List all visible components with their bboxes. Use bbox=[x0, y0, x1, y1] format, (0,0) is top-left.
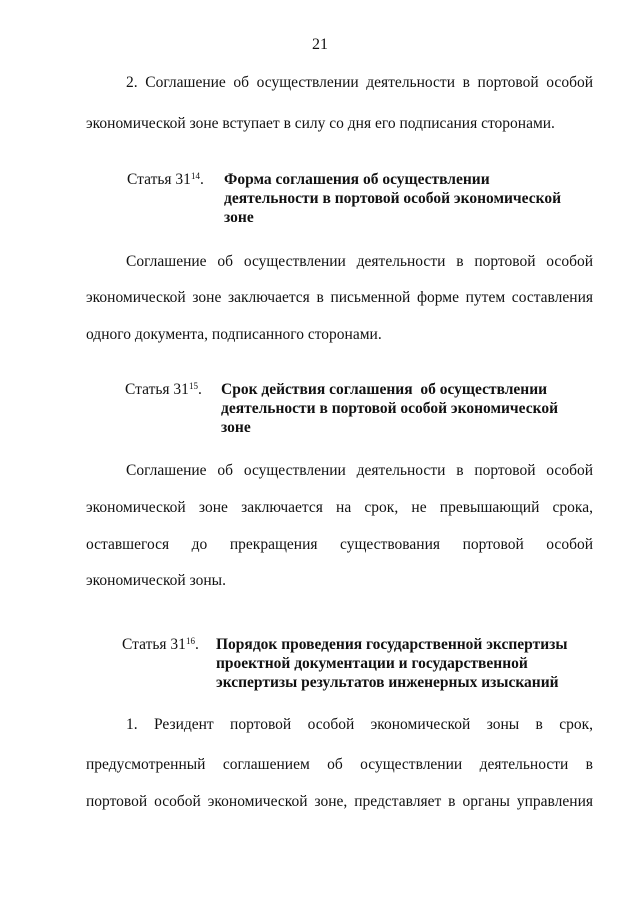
article-title-line: Порядок проведения государственной экспертизы bbox=[216, 636, 568, 653]
paragraph-line: Соглашение об осуществлении деятельности в портовой особой bbox=[126, 253, 593, 270]
paragraph-line: оставшегося до прекращения существования портовой особой bbox=[86, 536, 593, 553]
article-number-superscript: 15 bbox=[188, 381, 198, 391]
article-label: Статья $31^{14}$. bbox=[127, 171, 204, 188]
article-title-line: экспертизы результатов инженерных изысканий bbox=[216, 674, 559, 691]
article-title-line: проектной документации и государственной bbox=[216, 655, 528, 672]
paragraph-line: экономической зоны. bbox=[86, 572, 226, 589]
paragraph-line: портовой особой экономической зоне, представляет в органы управления bbox=[86, 793, 593, 810]
article-number-superscript: 14 bbox=[190, 171, 200, 181]
paragraph-line: 1. Резидент портовой особой экономической зоны в срок, bbox=[126, 716, 593, 733]
article-title-line: деятельности в портовой особой экономической bbox=[224, 190, 562, 207]
article-title-line: Срок действия соглашения об осуществлении bbox=[221, 381, 548, 398]
paragraph-line: предусмотренный соглашением об осуществлении деятельности в bbox=[86, 756, 593, 773]
article-title-line: деятельности в портовой особой экономической bbox=[221, 400, 559, 417]
article-title-line: зоне bbox=[221, 419, 251, 436]
article-title-line: зоне bbox=[224, 209, 254, 226]
paragraph-line: экономической зоне заключается в письменной форме путем составления bbox=[86, 289, 593, 306]
paragraph-line: 2. Соглашение об осуществлении деятельности в портовой особой bbox=[126, 74, 593, 91]
paragraph-line: экономической зоне заключается на срок, не превышающий срока, bbox=[86, 499, 593, 516]
article-label: Статья $31^{15}$. bbox=[125, 381, 202, 398]
page-number: 21 bbox=[312, 36, 328, 53]
article-label: Статья $31^{16}$. bbox=[122, 636, 199, 653]
paragraph-line: Соглашение об осуществлении деятельности в портовой особой bbox=[126, 462, 593, 479]
paragraph-line: экономической зоне вступает в силу со дня его подписания сторонами. bbox=[86, 115, 555, 132]
article-number-superscript: 16 bbox=[185, 636, 195, 646]
paragraph-line: одного документа, подписанного сторонами. bbox=[86, 326, 382, 343]
article-title-line: Форма соглашения об осуществлении bbox=[224, 171, 490, 188]
